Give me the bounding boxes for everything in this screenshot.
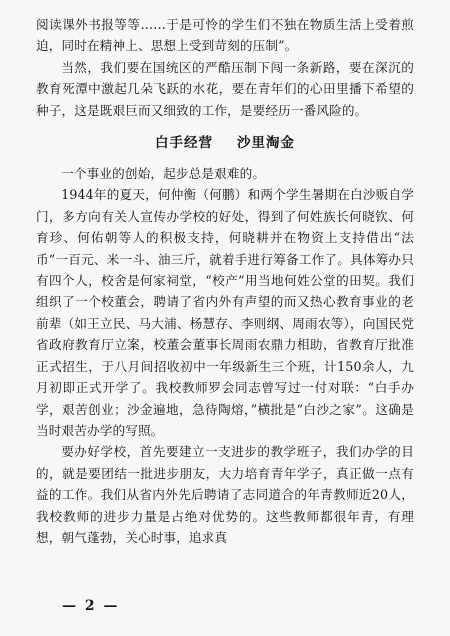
paragraph-new-road: 当然，我们要在国统区的严酷压制下闯一条新路，要在深沉的教育死潭中激起几朵飞跃的水花，要在青年们的心田里播下希望的种子，这是既艰巨而又细致的工作，是要经历一番风险的。 [36, 59, 414, 118]
paragraph-founding: 1944年的夏天，何仲衡（何鹏）和两个学生暑期在白沙贩自学门，多方向有关人宣传办学校的好处，得到了何姓族长何晓钦、何育珍、何佑朝等人的积极支持，何晓耕并在物资上支持借出“法币”一百元、米一斗、油三斤，就着手进行筹备工作了。具体筹办只有四个人，校舍是何家祠堂，“校产”用当地何姓公堂的田契。我们组织了一个校董会，聘请了省内外有声望的而又热心教育事业的老前辈（如王立民、马大浦、杨慧存、李则纲、周雨农等），向国民党省政府教育厅立案，校董会董事长周雨农鼎力相助，省教育厅批准正式招生，于八月间招收初中一年级新生三个班，计150余人，九月初即正式开学了。我校教师罗会同志曾写过一付对联：“白手办学，艰苦创业；沙金遍地，急待陶熔，”横批是“白沙之家”。这确是当时艰苦办学的写照。 [36, 187, 414, 438]
section-heading [36, 131, 414, 151]
section-heading-part2: 沙里淘金 [237, 135, 295, 152]
paragraph-continued: 阅读课外书报等等……于是可怜的学生们不独在物质生活上受着煎迫，同时在精神上、思想上受到苛刻的压制”。 [36, 17, 414, 54]
paragraph-opening: 一个事业的创始，起步总是艰难的。 [61, 166, 266, 182]
page-number: — 2 — [62, 598, 120, 614]
section-heading-part1: 白手经营 [155, 135, 213, 152]
paragraph-teachers: 要办好学校，首先要建立一支进步的教学班子，我们办学的目的，就是要团结一批进步朋友，大力培育青年学子，真正做一点有益的工作。我们从省内外先后聘请了志同道合的年青教师近20人，我校教师的进步力量是占绝对优势的。这些教师都很年青，有理想，朝气蓬勃，关心时事，追求真 [36, 444, 414, 545]
